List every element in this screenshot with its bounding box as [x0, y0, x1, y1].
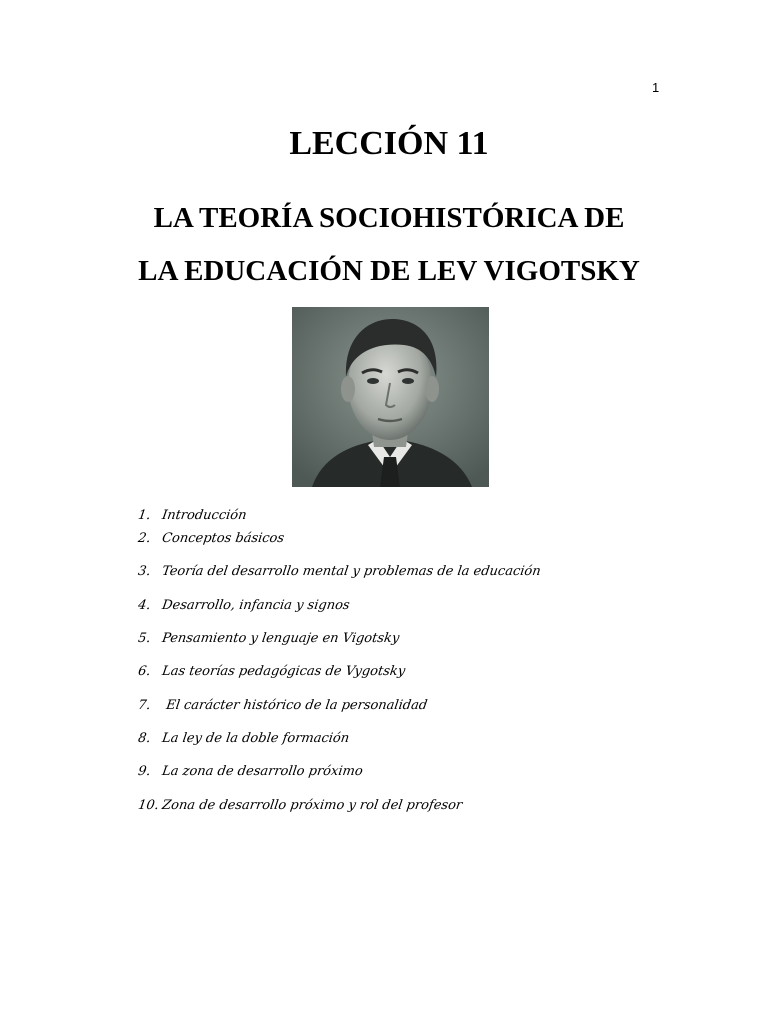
toc-item	[137, 797, 464, 815]
toc-item-number: 5.	[137, 631, 152, 646]
toc-item	[137, 563, 542, 581]
toc-item-number: 10.	[137, 798, 160, 813]
toc-item	[137, 507, 248, 525]
toc-item	[137, 530, 286, 548]
toc-item-text: Introducción	[161, 508, 248, 523]
toc-item-text: Las teorías pedagógicas de Vygotsky	[161, 664, 407, 679]
toc-item-text: Conceptos básicos	[161, 531, 286, 546]
toc-item-text: Pensamiento y lenguaje en Vigotsky	[161, 631, 401, 646]
toc-item-number: 4.	[137, 598, 152, 613]
page-number: 1	[652, 80, 660, 95]
toc-item-text: Zona de desarrollo próximo y rol del profesor	[161, 798, 464, 813]
toc-item-number: 8.	[137, 731, 152, 746]
toc-item-text: El carácter histórico de la personalidad	[161, 698, 429, 713]
toc-item-number: 7.	[137, 698, 152, 713]
toc-item-text: Teoría del desarrollo mental y problemas de la educación	[161, 564, 542, 579]
toc-item-text: La ley de la doble formación	[161, 731, 351, 746]
toc-item-text: La zona de desarrollo próximo	[161, 764, 364, 779]
toc-item-number: 9.	[137, 764, 152, 779]
toc-item	[137, 597, 351, 615]
lesson-title: LECCIÓN 11	[289, 125, 489, 162]
toc-item-number: 2.	[137, 531, 152, 546]
subtitle-line-2: LA EDUCACIÓN DE LEV VIGOTSKY	[138, 255, 640, 287]
toc-item-number: 1.	[137, 508, 152, 523]
toc-item	[137, 630, 401, 648]
toc-item-text: Desarrollo, infancia y signos	[161, 598, 351, 613]
subtitle-line-1: LA TEORÍA SOCIOHISTÓRICA DE	[153, 202, 625, 234]
toc-item	[137, 763, 364, 781]
toc-item	[137, 697, 429, 715]
toc-item-number: 3.	[137, 564, 152, 579]
toc-item	[137, 730, 351, 748]
toc-item-number: 6.	[137, 664, 152, 679]
toc-item	[137, 663, 407, 681]
